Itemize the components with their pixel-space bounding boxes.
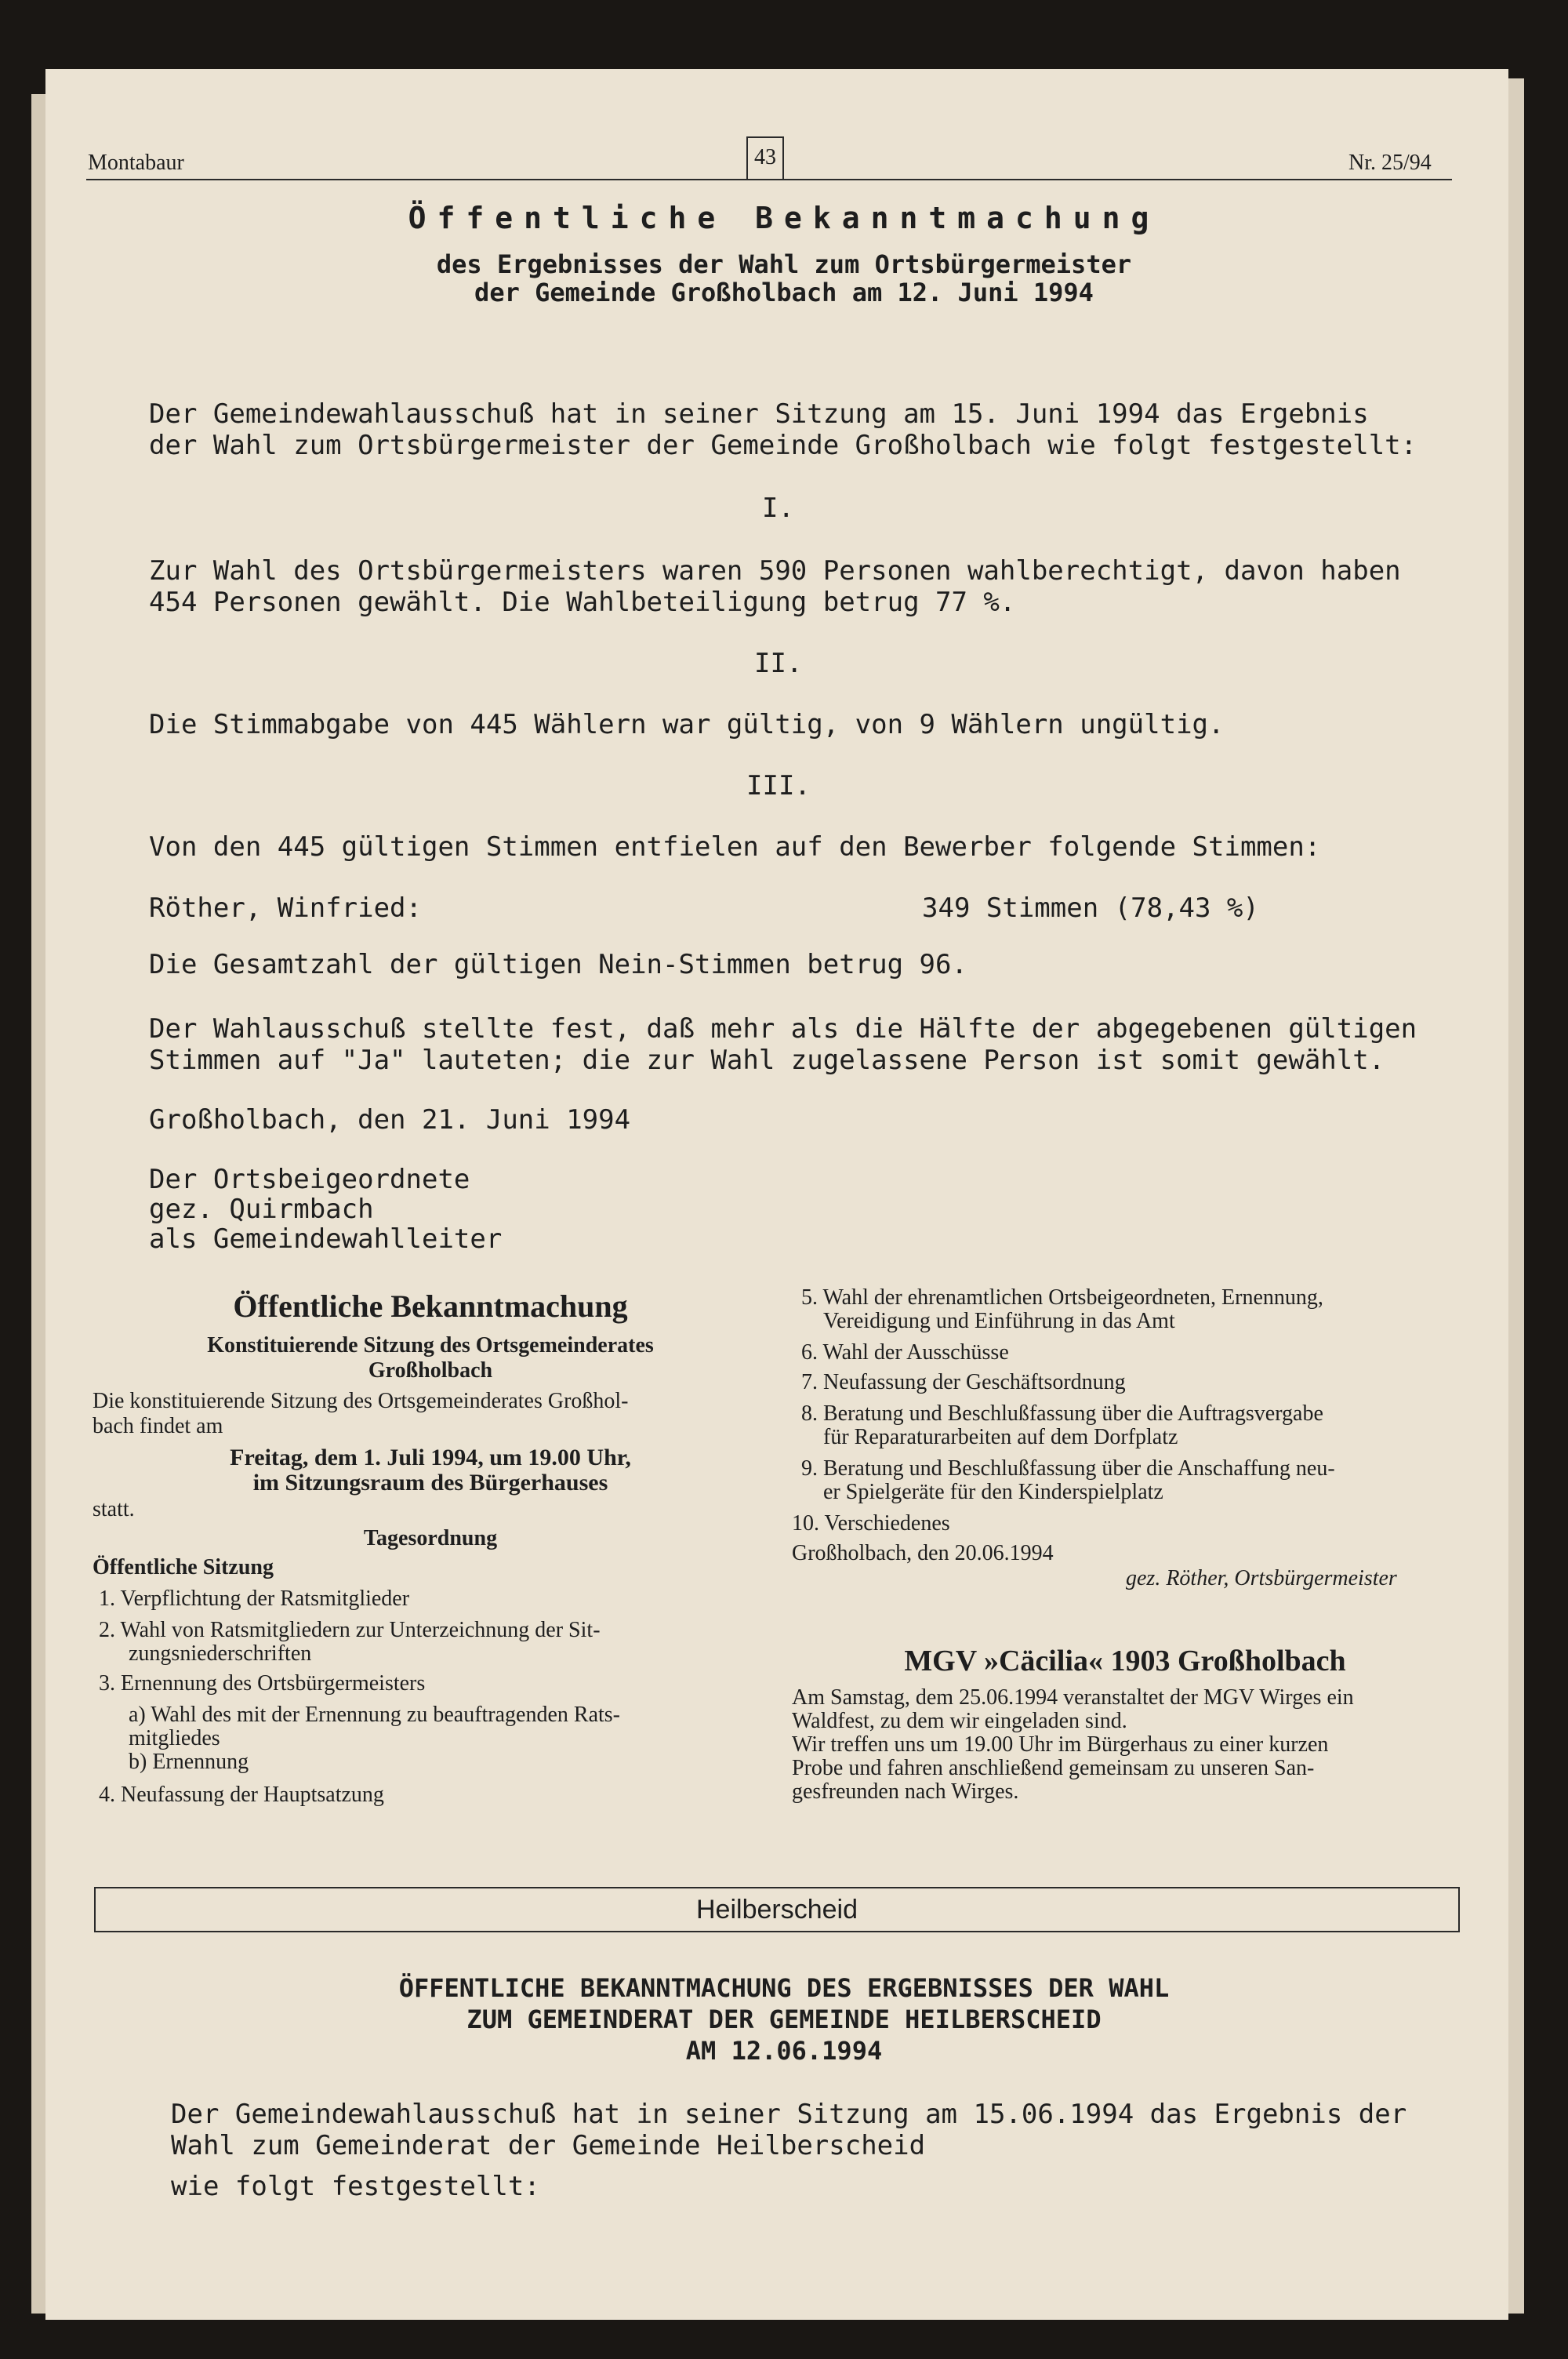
notice4-line3: wie folgt festgestellt:	[171, 2171, 540, 2202]
agenda-item-5-cont: Vereidigung und Einführung in das Amt	[823, 1309, 1175, 1333]
section-banner	[94, 1887, 1460, 1932]
agenda-public: Öffentliche Sitzung	[93, 1555, 274, 1579]
notice2-date: Großholbach, den 20.06.1994	[792, 1541, 1054, 1565]
notice1-intro1: Der Gemeindewahlausschuß hat in seiner Sitzung am 15. Juni 1994 das Ergebnis	[149, 398, 1369, 430]
notice4-line2: Wahl zum Gemeinderat der Gemeinde Heilberscheid	[171, 2130, 926, 2161]
notice2-sub2: Großholbach	[368, 1358, 493, 1383]
candidate-name: Röther, Winfried:	[149, 892, 422, 924]
notice1-intro2: der Wahl zum Ortsbürgermeister der Gemeinde Großholbach wie folgt festgestellt:	[149, 430, 1417, 461]
agenda-item-10: 10. Verschiedenes	[792, 1511, 950, 1536]
notice1-p3: Von den 445 gültigen Stimmen entfielen auf den Bewerber folgende Stimmen:	[149, 831, 1321, 863]
section-III: III.	[746, 770, 811, 801]
section-label: Heilberscheid	[696, 1895, 858, 1925]
notice4-line1: Der Gemeindewahlausschuß hat in seiner Sitzung am 15.06.1994 das Ergebnis der	[171, 2099, 1407, 2130]
section-II: II.	[754, 648, 803, 679]
notice3-line2: Waldfest, zu dem wir eingeladen sind.	[792, 1709, 1127, 1733]
notice4-title2: ZUM GEMEINDERAT DER GEMEINDE HEILBERSCHEID	[466, 2005, 1102, 2034]
agenda-title: Tagesordnung	[363, 1526, 498, 1550]
header-place: Montabaur	[88, 151, 184, 175]
agenda-item-5: 5. Wahl der ehrenamtlichen Ortsbeigeordneten, Ernennung,	[801, 1285, 1323, 1310]
notice1-p4: Die Gesamtzahl der gültigen Nein-Stimmen betrug 96.	[149, 949, 967, 980]
notice3-line1: Am Samstag, dem 25.06.1994 veranstaltet der MGV Wirges ein	[792, 1685, 1354, 1710]
notice1-sign3: als Gemeindewahlleiter	[149, 1223, 503, 1255]
candidate-votes: 349 Stimmen (78,43 %)	[922, 892, 1259, 924]
agenda-item-2-cont: zungsniederschriften	[129, 1641, 312, 1666]
notice1-p5b: Stimmen auf "Ja" lauteten; die zur Wahl zugelassene Person ist somit gewählt.	[149, 1045, 1385, 1076]
agenda-item-8-cont: für Reparaturarbeiten auf dem Dorfplatz	[823, 1425, 1178, 1449]
agenda-item-3a: a) Wahl des mit der Ernennung zu beauftragenden Rats-	[129, 1703, 621, 1727]
notice2-statt: statt.	[93, 1497, 135, 1521]
notice2-body1: Die konstituierende Sitzung des Ortsgemeinderates Großhol-	[93, 1389, 629, 1413]
notice1-p1a: Zur Wahl des Ortsbürgermeisters waren 590 Personen wahlberechtigt, davon haben	[149, 555, 1401, 587]
agenda-item-1: 1. Verpflichtung der Ratsmitglieder	[99, 1587, 410, 1611]
agenda-item-9-cont: er Spielgeräte für den Kinderspielplatz	[823, 1480, 1163, 1504]
agenda-item-6: 6. Wahl der Ausschüsse	[801, 1340, 1009, 1365]
page-number: 43	[746, 136, 784, 180]
notice2-when1: Freitag, dem 1. Juli 1994, um 19.00 Uhr,	[230, 1445, 631, 1470]
notice1-sign2: gez. Quirmbach	[149, 1194, 374, 1225]
agenda-item-3b: b) Ernennung	[129, 1750, 249, 1774]
notice2-title: Öffentliche Bekanntmachung	[233, 1289, 628, 1324]
notice1-p1b: 454 Personen gewählt. Die Wahlbeteiligung betrug 77 %.	[149, 587, 1016, 618]
notice3-line5: gesfreunden nach Wirges.	[792, 1779, 1019, 1804]
notice1-subtitle2: der Gemeinde Großholbach am 12. Juni 1994	[474, 278, 1094, 307]
notice1-place-date: Großholbach, den 21. Juni 1994	[149, 1104, 631, 1136]
notice2-body2: bach findet am	[93, 1414, 223, 1438]
notice3-title: MGV »Cäcilia« 1903 Großholbach	[904, 1645, 1346, 1677]
notice2-when2: im Sitzungsraum des Bürgerhauses	[252, 1470, 608, 1496]
notice1-p2: Die Stimmabgabe von 445 Wählern war gültig, von 9 Wählern ungültig.	[149, 709, 1225, 740]
notice2-signature: gez. Röther, Ortsbürgermeister	[1126, 1566, 1397, 1590]
notice1-p5a: Der Wahlausschuß stellte fest, daß mehr als die Hälfte der abgegebenen gültigen	[149, 1013, 1417, 1045]
agenda-item-8: 8. Beratung und Beschlußfassung über die Auftragsvergabe	[801, 1401, 1323, 1426]
section-I: I.	[762, 493, 794, 524]
agenda-item-9: 9. Beratung und Beschlußfassung über die Anschaffung neu-	[801, 1456, 1335, 1481]
agenda-item-4: 4. Neufassung der Hauptsatzung	[99, 1783, 384, 1807]
agenda-item-7: 7. Neufassung der Geschäftsordnung	[801, 1370, 1126, 1394]
notice3-line4: Probe und fahren anschließend gemeinsam zu unseren San-	[792, 1756, 1315, 1780]
notice1-sign1: Der Ortsbeigeordnete	[149, 1164, 470, 1195]
agenda-item-2: 2. Wahl von Ratsmitgliedern zur Unterzeichnung der Sit-	[99, 1618, 601, 1642]
notice4-title3: AM 12.06.1994	[685, 2036, 883, 2066]
notice1-title: Öffentliche Bekanntmachung	[408, 201, 1160, 235]
notice3-line3: Wir treffen uns um 19.00 Uhr im Bürgerhaus zu einer kurzen	[792, 1732, 1329, 1757]
notice4-title1: ÖFFENTLICHE BEKANNTMACHUNG DES ERGEBNISSES DER WAHL	[398, 1973, 1170, 2003]
header-issue: Nr. 25/94	[1348, 151, 1432, 175]
agenda-item-3: 3. Ernennung des Ortsbürgermeisters	[99, 1671, 426, 1696]
notice1-subtitle1: des Ergebnisses der Wahl zum Ortsbürgermeister	[436, 249, 1132, 279]
agenda-item-3a-cont: mitgliedes	[129, 1726, 220, 1750]
notice2-sub1: Konstituierende Sitzung des Ortsgemeinderates	[207, 1333, 654, 1358]
